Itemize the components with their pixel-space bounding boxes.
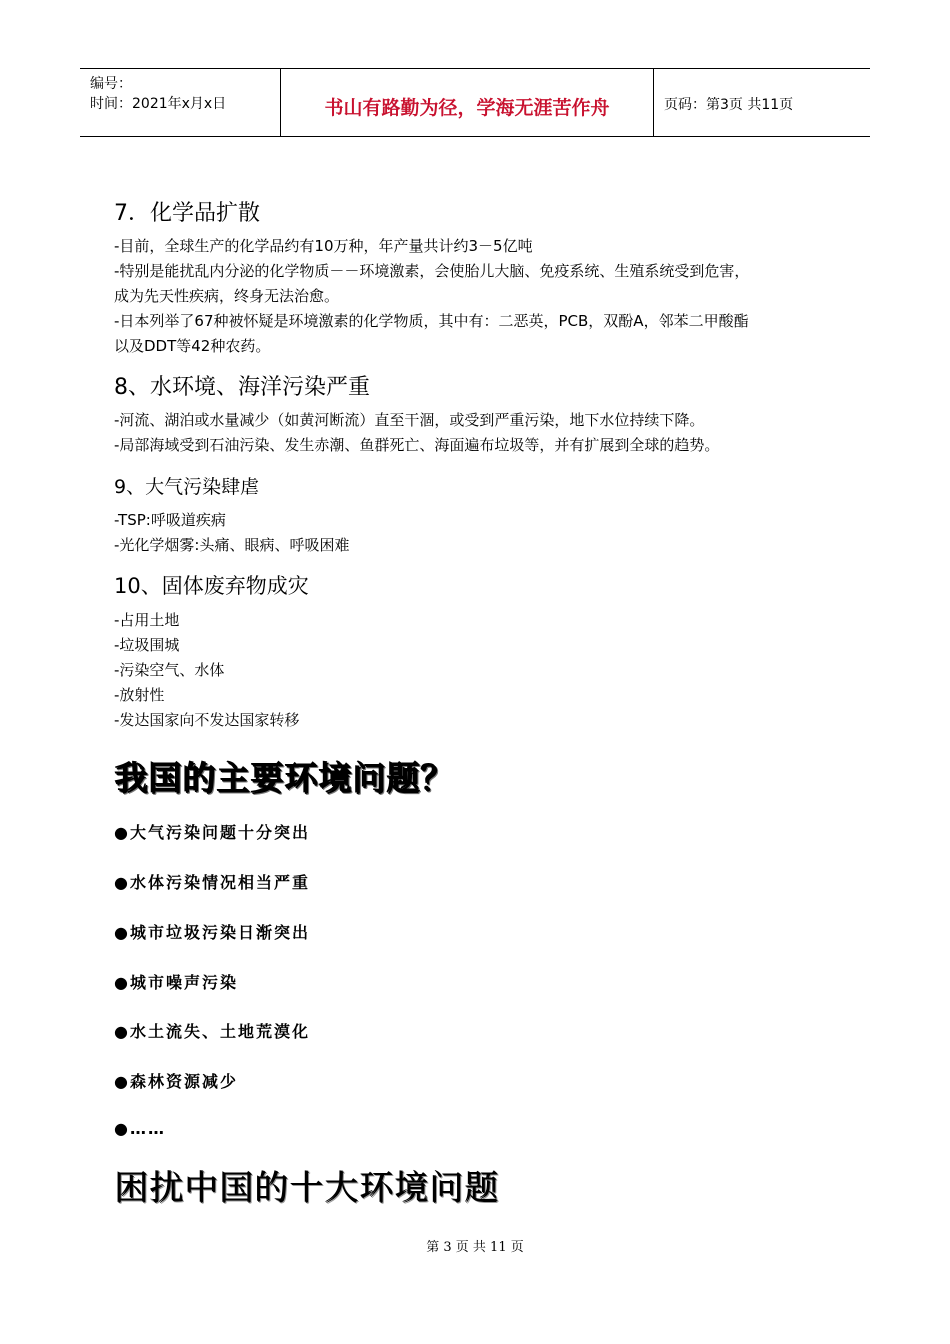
page-footer: 第 3 页 共 11 页 xyxy=(426,1240,524,1255)
section-8-line: -局部海域受到石油污染、发生赤潮、鱼群死亡、海面遍布垃圾等，并有扩展到全球的趋势。 xyxy=(114,436,720,454)
section-7-line: 成为先天性疾病，终身无法治愈。 xyxy=(114,287,340,305)
section-10-line: -占用土地 xyxy=(114,611,180,629)
section-10-title: 10、固体废弃物成灾 xyxy=(114,574,309,598)
bullet-text: 城市噪声污染 xyxy=(129,973,238,992)
bullet-text: 森林资源减少 xyxy=(129,1072,238,1091)
bullet-item xyxy=(114,1019,310,1042)
bullet-text: 水体污染情况相当严重 xyxy=(129,873,310,892)
bullet-icon: ● xyxy=(114,1022,130,1041)
bullet-item xyxy=(114,870,310,893)
bullet-icon: ● xyxy=(114,1119,130,1138)
ten-issues-title: 困扰中国的十大环境问题 xyxy=(114,1168,499,1208)
section-9-line: -光化学烟雾:头痛、眼病、呼吸困难 xyxy=(114,536,350,554)
section-7-line: 以及DDT等42种农药。 xyxy=(114,337,271,355)
header-motto-cell xyxy=(281,69,654,136)
header-page-cell xyxy=(654,69,870,136)
bullet-item xyxy=(114,920,310,943)
bullet-text: 水土流失、土地荒漠化 xyxy=(129,1022,310,1041)
section-10-line: -放射性 xyxy=(114,686,165,704)
motto: 书山有路勤为径，学海无涯苦作舟 xyxy=(324,97,610,119)
section-7-line: -特别是能扰乱内分泌的化学物质－－环境激素，会使胎儿大脑、免疫系统、生殖系统受到危害， xyxy=(114,262,750,280)
section-7-title: 7．化学品扩散 xyxy=(114,201,260,226)
bullet-icon: ● xyxy=(114,873,130,892)
page-indicator: 页码：第3页 共11页 xyxy=(664,97,794,113)
section-8-title: 8、水环境、海洋污染严重 xyxy=(114,375,370,400)
section-7-line: -日本列举了67种被怀疑是环境激素的化学物质，其中有：二恶英，PCB，双酚A，邻苯二甲酸酯 xyxy=(114,312,749,330)
bullet-item xyxy=(114,970,238,993)
section-7-line: -目前，全球生产的化学品约有10万种，年产量共计约3－5亿吨 xyxy=(114,237,533,255)
bullet-icon: ● xyxy=(114,923,130,942)
section-10-line: -发达国家向不发达国家转移 xyxy=(114,711,300,729)
date-label: 时间：2021年x月x日 xyxy=(90,96,227,112)
page-header xyxy=(80,68,870,137)
section-9-title: 9、大气污染肆虐 xyxy=(114,476,260,498)
section-10-line: -垃圾围城 xyxy=(114,636,180,654)
section-8-line: -河流、湖泊或水量减少（如黄河断流）直至干涸，或受到严重污染，地下水位持续下降。 xyxy=(114,411,705,429)
bullet-item xyxy=(114,1069,238,1092)
bullet-item xyxy=(114,1119,166,1138)
header-info-cell xyxy=(80,69,281,136)
bullet-icon: ● xyxy=(114,973,130,992)
bullet-icon: ● xyxy=(114,1072,130,1091)
bullet-text: 城市垃圾污染日渐突出 xyxy=(129,923,310,942)
section-9-line: -TSP:呼吸道疾病 xyxy=(114,511,226,529)
section-10-line: -污染空气、水体 xyxy=(114,661,225,679)
china-issues-title: 我国的主要环境问题？ xyxy=(114,758,454,797)
serial-label: 编号： xyxy=(90,76,132,92)
bullet-text: …… xyxy=(129,1119,166,1138)
bullet-item xyxy=(114,820,310,843)
bullet-icon: ● xyxy=(114,823,130,842)
bullet-text: 大气污染问题十分突出 xyxy=(129,823,310,842)
